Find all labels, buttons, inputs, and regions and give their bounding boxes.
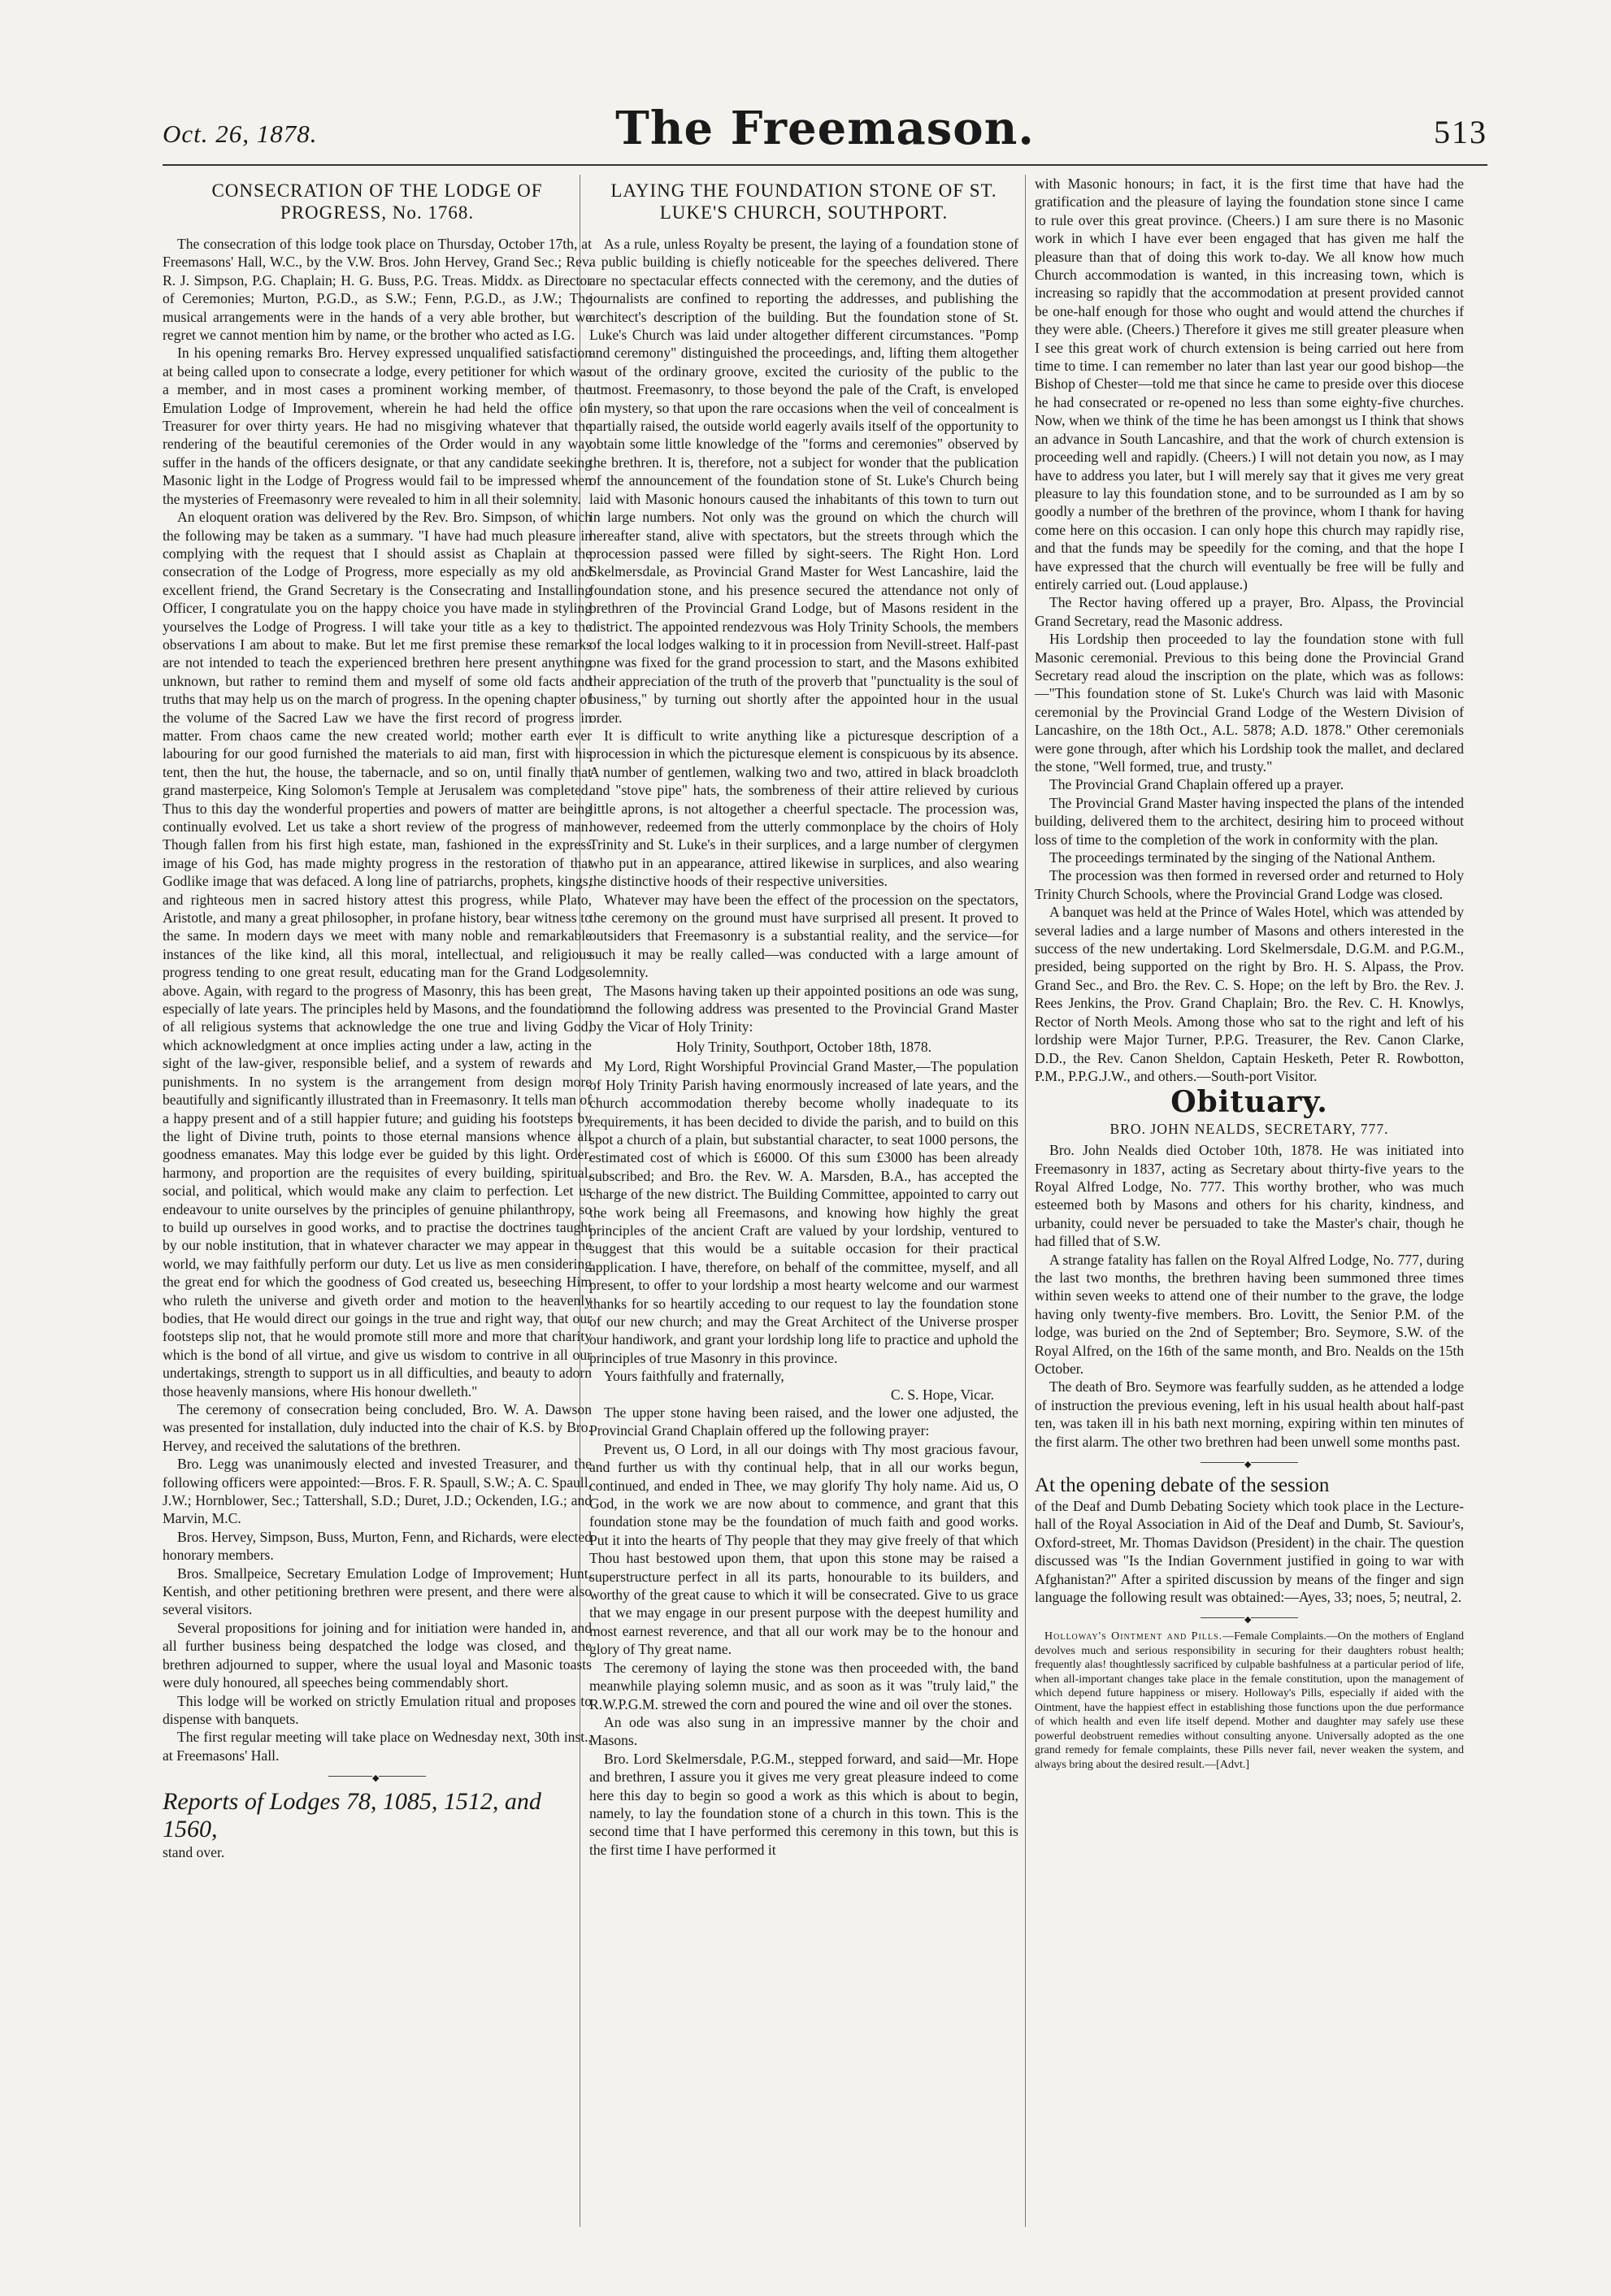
article-paragraph: Bro. Legg was unanimously elected and invested Treasurer, and the following officers were appointed:—Bros. F. R. Spaull, S.W.; A. C. Spaull, J.W.; Hornblower, Sec.; Tattershall, S.D.; Duret, J.D.; Ockenden, I.G.; and Marvin, M.C. [163, 1456, 592, 1527]
article-paragraph: The death of Bro. Seymore was fearfully sudden, as he attended a lodge of instruction the previous evening, left in his usual health about half-past ten, was taken ill in his bath next morning, expiring within ten minutes of the first alarm. The other two brethren had been unwell some months past. [1035, 1378, 1464, 1450]
obituary-heading: BRO. JOHN NEALDS, SECRETARY, 777. [1109, 1120, 1389, 1137]
article-paragraph: An ode was also sung in an impressive manner by the choir and Masons. [589, 1713, 1018, 1749]
section-divider [1201, 1617, 1298, 1618]
article-paragraph: Bros. Smallpeice, Secretary Emulation Lodge of Improvement; Hunt, Kentish, and other petitioning brethren were present, and there were also several visitors. [163, 1565, 592, 1618]
article-paragraph: Several propositions for joining and for initiation were handed in, and all further business being despatched the lodge was closed, and the brethren adjourned to supper, where the usual loyal and Masonic toasts were duly honoured, all speeches being commendably short. [163, 1619, 592, 1691]
article-paragraph: It is difficult to write anything like a picturesque description of a procession in which the picturesque element is conspicuous by its absence. A number of gentlemen, walking two and two, attired in black broadcloth and "stove pipe" hats, the sombreness of their attire relieved by curious little aprons, is not altogether a cheerful spectacle. The procession was, however, redeemed from the utterly commonplace by the choirs of Holy Trinity and St. Luke's in their surplices, and a large number of clergymen who put in an appearance, attired likewise in surplices, and also wearing the distinctive hoods of their respective universities. [589, 727, 1018, 890]
article-paragraph: Prevent us, O Lord, in all our doings with Thy most gracious favour, and further us with thy continual help, that in all our works begun, continued, and ended in Thee, we may glorify Thy holy name. Aid us, O God, in the work we are now about to commence, and grant that this foundation stone may be the foundation of much faith and good works. Put it into the hearts of Thy people that they may give freely of that which Thou hast bestowed upon them, that upon this stone may be raised a superstructure perfect in all its parts, honourable to its builders, and worthy of the great cause to which it will be consecrated. Give to us grace that we may engage in our present purpose with the deepest humility and most earnest reverence, and that all our work may be to the honour and glory of Thy great name. [589, 1440, 1018, 1658]
obituary-section-title: Obituary. [1170, 1085, 1328, 1120]
article-paragraph: The Provincial Grand Master having inspected the plans of the intended building, delivered them to the architect, desiring him to proceed without loss of time to the completion of the work in conformity with the plan. [1035, 794, 1464, 848]
column-divider [1025, 175, 1026, 2227]
article-paragraph: The proceedings terminated by the singing of the National Anthem. [1049, 849, 1435, 866]
article-paragraph: The consecration of this lodge took place on Thursday, October 17th, at Freemasons' Hall, W.C., by the V.W. Bros. John Hervey, Grand Sec.; Rev. R. J. Simpson, P.G. Chaplain; H. G. Buss, P.G. Treas. Middx. as Director of Ceremonies; Murton, P.G.D., as S.W.; Fenn, P.G.D., as J.W.; The musical arrangements were in the hands of a very able brother, but we regret we cannot mention him by name, or the brother who acted as I.G. [163, 236, 592, 344]
article-paragraph: with Masonic honours; in fact, it is the first time that have had the gratification and the pleasure of laying the foundation stone since I came to rule over this great province. (Cheers.) I am sure there is no Masonic work in which I have ever been engaged that has given me half the pleasure than that of doing this work to-day. We all know how much Church accommodation is wanted, in this increasing town, which is increasing so rapidly that the accommodation at present provided cannot be one-half enough for those who ought and would attend the churches if they were able. (Cheers.) Therefore it gives me still greater pleasure when I see this great work of church extension is being carried out here from time to time. I can remember no later than last year our good bishop—the Bishop of Chester—told me that since he came to preside over this diocese he had consecrated or re-opened no less than some eighty-five churches. Now, when we think of the time he has been amongst us I think that shows an advance in South Lancashire, and that the work of church extension is proceeding well and rapidly. (Cheers.) I will not detain you now, as I may have to address you later, but I will merely say that it gives me very great pleasure to lay this foundation stone, and to be surrounded as I am by so goodly a number of the brethren of the province, whom I thank for having come here on this occasion. I can only hope this church may rapidly rise, and that the funds may be speedily for the coming, and that the hope I have expressed that the church will eventually be free will be fully and entirely carried out. (Loud applause.) [1035, 176, 1464, 592]
section-divider [328, 1776, 426, 1777]
reports-note: Reports of Lodges 78, 1085, 1512, and 1560, [163, 1788, 541, 1843]
section-divider [1201, 1462, 1298, 1463]
article-paragraph: The Provincial Grand Chaplain offered up a prayer. [1049, 776, 1344, 793]
column-1 [163, 175, 592, 1862]
letter-body: My Lord, Right Worshipful Provincial Grand Master,—The population of Holy Trinity Parish having enormously increased of late years, and the church accommodation thereby become wholly inadequate to its requirements, it has been decided to divide the parish, and to build on this spot a church of a plain, but substantial character, to seat 1000 persons, the estimated cost of which is £6000. Of this sum £3000 has been already subscribed; and Bro. the Rev. W. A. Marsden, B.A., has accepted the charge of the new district. The Building Committee, appointed to carry out the work being all Freemasons, and knowing how highly the great principles of the ancient Craft are valued by your lordship, ventured to suggest that this would be a suitable occasion for their practical application. I have, therefore, on behalf of the committee, myself, and all present, to offer to your lordship a most hearty welcome and our warmest thanks for so heartily acceding to our request to lay the foundation stone of our new church; and may the Great Architect of the Universe prosper our handiwork, and grant your lordship long life to practice and uphold the principles of true Masonry in this province. [589, 1058, 1018, 1366]
article-paragraph: Bro. John Nealds died October 10th, 1878. He was initiated into Freemasonry in 1837, acting as Secretary about thirty-five years to the Royal Alfred Lodge, No. 777. This worthy brother, who was much esteemed both by Masons and others for his charity, kindness, and urbanity, could never be persuaded to take the Master's chair, though he had filled that of S.W. [1035, 1142, 1464, 1250]
page-number: 513 [1434, 114, 1487, 150]
article-paragraph: The first regular meeting will take place on Wednesday next, 30th inst., at Freemasons' Hall. [163, 1729, 592, 1764]
consecration-heading: CONSECRATION OF THE LODGE OF PROGRESS, No. 1768. [211, 180, 543, 223]
advertisement-lead: Holloway's Ointment and Pills. [1044, 1630, 1223, 1643]
debate-text: of the Deaf and Dumb Debating Society which took place in the Lecture-hall of the Royal Association in Aid of the Deaf and Dumb, St. Saviour's, Oxford-street, Mr. Thomas Davidson (President) in the chair. The question discussed was "Is the Indian Government justified in going to war with Afghanistan?" After a spirited discussion by means of the finger and sign language the following result was obtained:—Ayes, 33; noes, 5; neutral, 2. [1035, 1498, 1464, 1606]
article-paragraph: The ceremony of consecration being concluded, Bro. W. A. Dawson was presented for installation, duly inducted into the chair of K.S. by Bro. Hervey, and received the salutations of the brethren. [163, 1401, 592, 1454]
article-paragraph: This lodge will be worked on strictly Emulation ritual and proposes to dispense with banquets. [163, 1692, 592, 1727]
article-paragraph: The procession was then formed in reversed order and returned to Holy Trinity Church Schools, where the Provincial Grand Lodge was closed. [1035, 867, 1464, 902]
article-paragraph: A strange fatality has fallen on the Royal Alfred Lodge, No. 777, during the last two months, the brethren having been summoned three times within seven weeks to attend one of their number to the grave, the lodge having only twenty-five members. Bro. Lovitt, the Senior P.M. of the lodge, was buried on the 2nd of September; Bro. Seymore, S.W. of the Royal Alfred, on the 16th of the same month, and Bro. Nealds on the 15th October. [1035, 1251, 1464, 1377]
article-paragraph: The Rector having offered up a prayer, Bro. Alpass, the Provincial Grand Secretary, read the Masonic address. [1035, 594, 1464, 629]
column-3 [1035, 175, 1464, 1772]
letter-place-date: Holy Trinity, Southport, October 18th, 1878. [675, 1038, 932, 1055]
article-paragraph: An eloquent oration was delivered by the Rev. Bro. Simpson, of which the following may be taken as a summary. "I have had much pleasure in complying with the request that I should assist as Chaplain at the consecration of the Lodge of Progress, more especially as my old and excellent friend, the Grand Secretary is the Consecrating and Installing Officer, I congratulate you on the happy choice you have made in styling yourselves the Lodge of Progress. I will take your title as a key to the observations I am about to make. But let me first premise these remarks are not intended to teach the experienced brethren here present anything unknown, but rather to remind them and myself of some old facts and truths that may help us on the march of progress. In the opening chapter of the volume of the Sacred Law we have the first record of progress in matter. From chaos came the new created world; mother earth ever labouring for our good furnished the materials to aid man, first with his tent, then the hut, the house, the tabernacle, and so on, until finally that grand masterpeice, King Solomon's Temple at Jerusalem was completed. Thus to this day the wonderful properties and powers of matter are being continually evolved. Let us take a short review of the progress of man. Though fallen from his first high estate, man, fashioned in the express image of his God, has made mighty progress in the restoration of that Godlike image that was defaced. A long line of patriarchs, prophets, kings, and righteous men in sacred history attest this progress, while Plato, Aristotle, and many a great philosopher, in profane history, bear witness to the same. In modern days we meet with many noble and remarkable instances of the like kind, all this moral, intellectual, and religious progress tending to one great result, educating man for the Grand Lodge above. Again, with regard to the progress of Masonry, this has been great, especially of late years. The principles held by Masons, and the foundation of all religious systems that acknowledge the one true and living God, which acknowledgment at once implies acting under a law, acting in the sight of the law-giver, responsible belief, and a system of rewards and punishments. In no system is the arrangement from design more beautifully and significantly illustrated than in Freemasonry. It tells man of a happy present and of a still happier future; and guiding his footsteps by the light of Divine truth, points to those eternal mansions whence all goodness emanates. May this lodge ever be guided by this light. Order, harmony, and proportion are the requisites of every building, spiritual, social, and political, which would make any claim to perfection. Let us endeavour to unite ourselves by the principles of genuine philanthropy, so to build up ourselves in good works, and to practise the doctrines taught by our noble institution, that in whatever character we may appear in the world, we may faithfully perform our duty. Let us live as men considering the great end for which the goodness of God created us, beseeching Him who ruleth the universe and giveth order and motion to the heavenly bodies, that He would direct our goings in the true and right way, that our footsteps slip not, that he would promote still more and more that charity which is the bond of all virtue, and give us wisdom to contrive in all our undertakings, strength to support us in all difficulties, and beauty to adorn those heavenly mansions, where His honour dwelleth." [163, 509, 593, 1400]
advertisement [1035, 1630, 1464, 1772]
st-lukes-heading: LAYING THE FOUNDATION STONE OF ST. LUKE'S CHURCH, SOUTHPORT. [610, 180, 997, 223]
masthead [163, 102, 1487, 158]
article-paragraph: Whatever may have been the effect of the procession on the spectators, the ceremony on the ground must have surprised all present. It proved to outsiders that Freemasonry is a substantial reality, and the service—for such it may be really called—was conducted with a large amount of solemnity. [589, 891, 1018, 981]
article-paragraph: The Masons having taken up their appointed positions an ode was sung, and the following address was presented to the Provincial Grand Master by the Vicar of Holy Trinity: [589, 982, 1018, 1035]
issue-date: Oct. 26, 1878. [163, 119, 318, 148]
letter-signature: C. S. Hope, Vicar. [890, 1386, 994, 1403]
advertisement-text: —Female Complaints.—On the mothers of England devolves much and serious responsibility in securing for their daughters robust health; frequently alas! thoughtlessly sacrificed by culpable bashfulness at a particular period of life, when all-important changes take place in the female constitution, upon the management of which depend future happiness or misery. Holloway's Pills, especially if aided with the Ointment, have the happiest effect in establishing those functions upon the due performance of which health and even life itself depend. Mother and daughter may safely use these powerful deobstruent remedies without consulting anyone. Universally adopted as the one grand remedy for female complaints, these Pills never fail, never weaken the system, and always bring about the desired result.—[Advt.] [1035, 1630, 1464, 1771]
reports-note-end: stand over. [163, 1844, 225, 1861]
article-paragraph: Bros. Hervey, Simpson, Buss, Murton, Fenn, and Richards, were elected honorary members. [163, 1528, 592, 1564]
article-paragraph: Bro. Lord Skelmersdale, P.G.M., stepped forward, and said—Mr. Hope and brethren, I assure you it gives me very great pleasure indeed to come here this day to begin so good a work as this which is about to begin, namely, to lay the foundation stone of a church in this town. This is the second time that I have performed this ceremony in this town, but this is the first time I have performed it [589, 1750, 1018, 1858]
article-paragraph: The ceremony of laying the stone was then proceeded with, the band meanwhile playing solemn music, and as soon as it was "truly laid," the R.W.P.G.M. strewed the corn and poured the wine and oil over the stones. [589, 1659, 1018, 1712]
article-paragraph: As a rule, unless Royalty be present, the laying of a foundation stone of a public building is chiefly noticeable for the speeches delivered. There are no spectacular effects connected with the ceremony, and the duties of journalists are confined to reporting the addresses, and publishing the architect's description of the building. But the foundation stone of St. Luke's Church was laid under altogether different circumstances. "Pomp and ceremony" distinguished the proceedings, and, lifting them altogether out of the ordinary groove, excited the curiosity of the public to the utmost. Freemasonry, to those beyond the pale of the Craft, is enveloped in mystery, so that upon the rare occasions when the veil of concealment is partially raised, the outside world eagerly avails itself of the opportunity to obtain some little knowledge of the "forms and ceremonies" observed by the brethren. It is, therefore, not a subject for wonder that the publication of the announcement of the foundation stone of St. Luke's Church being laid with Masonic honours caused the inhabitants of this town to turn out in large numbers. Not only was the ground on which the church will hereafter stand, alive with spectators, but the streets through which the procession passed were filled by sight-seers. The Right Hon. Lord Skelmersdale, as Provincial Grand Master for West Lancashire, laid the foundation stone, and his presence secured the attendance not only of brethren of the Provincial Grand Lodge, but of Masons resident in the district. The appointed rendezvous was Holy Trinity Schools, the members of the local lodges walking to it in procession from Nevill-street. Half-past one was fixed for the grand procession to start, and the Masons exhibited their appreciation of the truth of the proverb that "punctuality is the soul of business," by turning out shortly after the appointed hour in the usual order. [589, 236, 1018, 726]
article-paragraph: A banquet was held at the Prince of Wales Hotel, which was attended by several ladies and a large number of Masons and others interested in the success of the new undertaking. Lord Skelmersdale, D.G.M. and P.G.M., presided, being supported on the right by Bro. H. S. Alpass, the Prov. Grand Sec., and Bro. the Rev. C. S. Hope; on the left by Bro. the Rev. J. Rees Jenkins, the Prov. Grand Chaplain; Bro. the Rev. C. H. Knowlys, Rector of North Meols. Among those who sat to the right and left of his lordship were Major Turner, P.P.G. Treasurer, the Rev. Canon Clarke, D.D., the Rev. Canon Sheldon, Captain Hesketh, Peter R. Rowbotton, P.M., P.P.G.J.W., and others.—South-port Visitor. [1035, 904, 1464, 1084]
newspaper-title: The Freemason. [615, 102, 1035, 155]
column-2 [589, 175, 1018, 1859]
article-paragraph: His Lordship then proceeded to lay the foundation stone with full Masonic ceremonial. Previous to this being done the Provincial Grand Secretary read aloud the inscription on the plate, which was as follows:—"This foundation stone of St. Luke's Church was laid with Masonic ceremonial by the Provincial Grand Lodge of the Western Division of Lancashire, on the 18th Oct., A.L. 5878; A.D. 1878." Other ceremonials were gone through, after which his Lordship took the mallet, and declared the stone, "Well formed, true, and trusty." [1035, 631, 1464, 775]
letter-closing: Yours faithfully and fraternally, [604, 1368, 784, 1385]
masthead-rule [163, 164, 1487, 166]
debate-lead: At the opening debate of the session [1035, 1474, 1330, 1497]
article-paragraph: In his opening remarks Bro. Hervey expressed unqualified satisfaction at being called upon to consecrate a lodge, every petitioner for which was a member, and in most cases a prominent working member, of the Emulation Lodge of Improvement, wherein he had held the office of Treasurer for over thirty years. He had no misgiving whatever that the rendering of the beautiful ceremonies of the Order would in any way suffer in the hands of the officers designate, or that any candidate seeking Masonic light in the Lodge of Progress would fail to be impressed when the mysteries of Freemasonry were revealed to him in all their solemnity. [163, 345, 592, 507]
article-paragraph: The upper stone having been raised, and the lower one adjusted, the Provincial Grand Chaplain offered up the following prayer: [589, 1404, 1018, 1439]
